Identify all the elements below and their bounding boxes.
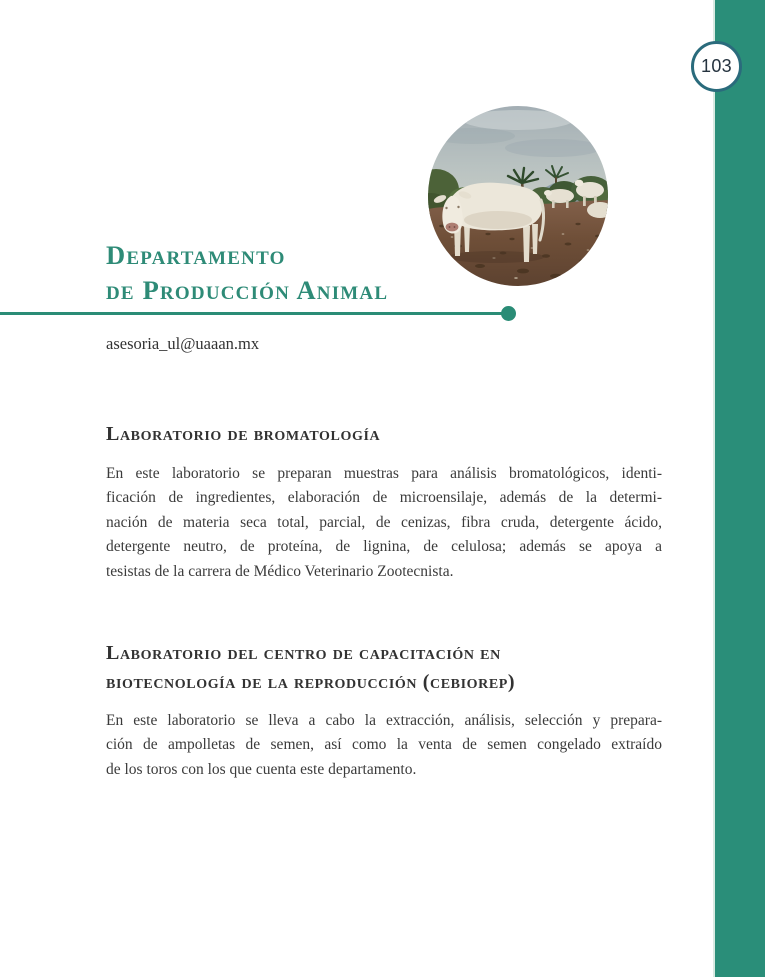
text-line: de los toros con los que cuenta este departamento. — [106, 760, 417, 778]
text-line: Laboratorio de bromatología — [106, 423, 381, 445]
section-body-bromatologia — [106, 462, 662, 584]
text-line: En este laboratorio se lleva a cabo la extracción, análisis, selección y prepara- — [106, 712, 662, 729]
text-line: tesistas de la carrera de Médico Veterinario Zootecnista. — [106, 562, 454, 580]
section-heading-bromatologia — [106, 420, 676, 449]
page-title-line-2: de Producción Animal — [106, 275, 389, 305]
page-title-line-1: Departamento — [106, 240, 286, 270]
contact-email: asesoria_ul@uaaan.mx — [106, 334, 260, 353]
text-line: ción de ampolletas de semen, así como la venta de semen congelado extraído — [106, 736, 662, 754]
right-accent-bar — [713, 0, 765, 977]
section-body-cebiorep — [106, 709, 662, 782]
title-divider-line — [0, 312, 504, 315]
section-heading-cebiorep — [106, 639, 676, 697]
cattle-photo — [428, 106, 608, 286]
text-line: detergente neutro, de proteína, de lignina, de celulosa; además se apoya a — [106, 538, 662, 556]
text-line: biotecnología de la reproducción (cebiorep) — [106, 671, 516, 693]
page-title — [106, 238, 388, 308]
text-line: En este laboratorio se preparan muestras para análisis bromatológicos, identi- — [106, 465, 662, 482]
text-line: ficación de ingredientes, elaboración de microensilaje, además de la determi- — [106, 489, 662, 507]
divider-dot — [501, 306, 516, 321]
text-line: nación de materia seca total, parcial, de cenizas, fibra cruda, detergente ácido, — [106, 513, 662, 531]
page-number-badge — [691, 41, 742, 92]
text-line: Laboratorio del centro de capacitación en — [106, 642, 501, 664]
cattle-photo-illustration — [428, 106, 608, 286]
page-number: 103 — [701, 56, 732, 76]
